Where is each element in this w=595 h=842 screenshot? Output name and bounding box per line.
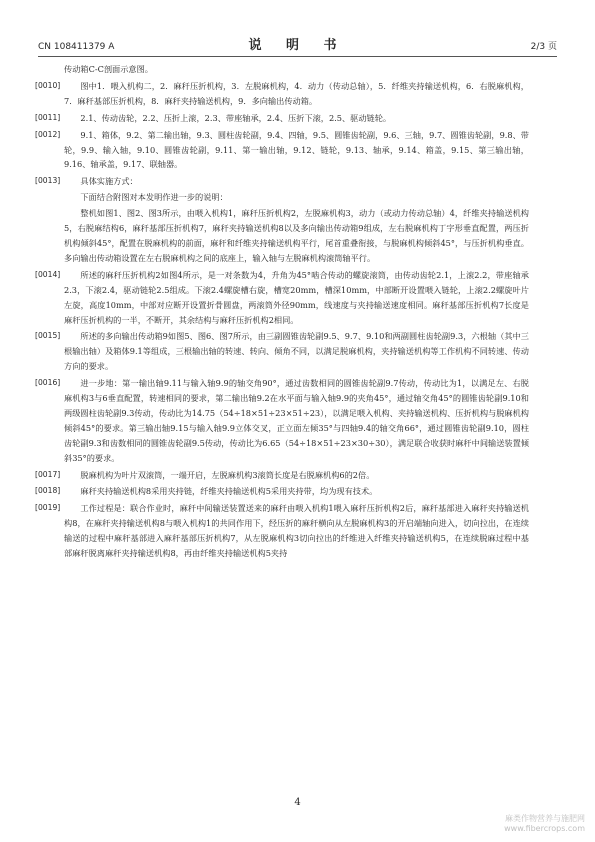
watermark-url: www.fibercrops.com: [504, 824, 585, 833]
paragraph-number: [0010]: [35, 80, 61, 90]
paragraph-number: [0013]: [35, 176, 61, 186]
paragraph-number: [0019]: [35, 503, 61, 513]
paragraph: [64, 62, 529, 77]
paragraph-text: 具体实施方式：: [80, 176, 138, 187]
watermark: [504, 814, 585, 834]
paragraph: [35, 484, 529, 499]
paragraph: [35, 329, 529, 374]
paragraph: [35, 128, 529, 173]
publication-number: CN 108411379 A: [38, 42, 115, 52]
paragraph-text: 进一步地：第一输出轴9.11与输入轴9.9的轴交角90°，通过齿数相同的圆锥齿轮副9.7传动，传动比为1，以满足左、右脱麻机构3与6垂直配置，转速相同的要求，第二输出轴9.2在水平面与输入轴9.9的夹角45°，通过轴交角45°的圆锥齿轮副9.10和两级圆柱齿轮副9.3传动，传动比为14.75（54÷18×51÷23×51÷23），以满足喂入机构、夹持输送机构、压折机构与脱麻机构倾斜45°的要求。第三输出轴9.15与输入轴9.9立体交叉，正立面左倾35°与四轴9.4的轴交角66°，通过圆锥齿轮副9.10，圆柱齿轮副9.3和齿数相同的圆锥齿轮副9.5传动，传动比为6.65（54÷18×51÷23×30÷30），满足联合收获时麻秆中间输送装置倾斜35°的要求。: [64, 378, 529, 463]
paragraph: [64, 206, 529, 266]
paragraph-text: 图中1．喂入机构二，2．麻秆压折机构，3．左脱麻机构，4．动力（传动总轴），5．纤维夹持输送机构，6．右脱麻机构，7．麻秆基部压折机构，8．麻秆夹持输送机构，9．多向输出传动箱。: [64, 80, 529, 106]
paragraph-text: 脱麻机构为叶片双滚筒，一端开启，左脱麻机构3滚筒长度是右脱麻机构6的2倍。: [80, 469, 375, 480]
paragraph-number: [0016]: [35, 378, 61, 388]
page-indicator: 2/3 页: [530, 42, 557, 52]
paragraph-text: 所述的多向输出传动箱9如图5、图6、图7所示，由三副圆锥齿轮副9.5、9.7、9.10和两副圆柱齿轮副9.3，六根轴（其中三根输出轴）及箱体9.1等组成，三根输出轴的转速、转向、倾角不同，以满足脱麻机构，夹持输送机构等工作机构不同转速、传动方向的要求。: [64, 331, 529, 372]
paragraph-text: 所述的麻秆压折机构2如图4所示，是一对条数为4，升角为45°啮合传动的螺旋滚筒，由传动齿轮2.1，上滚2.2，带座轴承2.3，下滚2.4，驱动链轮2.5组成。下滚2.4螺旋槽右旋，槽宽20mm，槽深10mm，中部断开设置喂入链轮，上滚2.2螺旋叶片左旋，高度10mm，中部对应断开设置折骨圆盘，两滚筒外径90mm，线速度与夹持输送速度相同。麻秆基部压折机构7长度是麻秆压折机构的一半，不断开，其余结构与麻秆压折机构2相同。: [64, 269, 529, 325]
watermark-site-name: 麻类作物营养与施肥网: [505, 814, 585, 823]
paragraph-number: [0017]: [35, 469, 61, 479]
paragraph-number: [0018]: [35, 486, 61, 496]
paragraph: [35, 79, 529, 109]
paragraph: [35, 268, 529, 328]
paragraph-number: [0011]: [35, 112, 61, 122]
document-title: 说 明 书: [248, 38, 347, 53]
paragraph: [35, 501, 529, 561]
paragraph-number: [0014]: [35, 269, 61, 279]
paragraph-text: 工作过程是：联合作业时，麻秆中间输送装置送来的麻秆由喂入机构1喂入麻秆压折机构2后，麻秆基部进入麻秆夹持输送机构8，在麻秆夹持输送机构8与喂入机构1的共同作用下，经压折的麻秆横向从左脱麻机构3的开启端轴向进入，切向拉出，在连续输送的过程中麻秆基部进入麻秆基部压折机构7，从左脱麻机构3切向拉出的纤维进入纤维夹持输送机构5，在连续脱麻过程中基部麻秆脱离麻秆夹持输送机构8，再由纤维夹持输送机构5夹持: [64, 503, 529, 559]
page-number: 4: [294, 797, 301, 808]
paragraph: [35, 174, 529, 189]
paragraph: [35, 376, 529, 465]
paragraph: [64, 190, 529, 205]
paragraph-text: 整机如图1、图2、图3所示，由喂入机构1，麻秆压折机构2，左脱麻机构3，动力（或动力传动总轴）4，纤维夹持输送机构5，右脱麻结构6，麻秆基部压折机构7，麻秆夹持输送机构8以及多向输出传动箱9组成，左右脱麻机构丁字形垂直配置，两压折机构倾斜45°，配置在脱麻机构的前面，麻秆和纤维夹持输送机构平行，尾首重叠衔接，与脱麻机构倾斜45°，与压折机构垂直。多向输出传动箱设置在左右脱麻机构之间的底座上，输入轴与左脱麻机构滚筒轴平行。: [64, 208, 529, 263]
paragraph-text: 2.1、传动齿轮，2.2、压折上滚，2.3、带座轴承，2.4、压折下滚，2.5、驱动链轮。: [80, 112, 392, 123]
paragraph-text: 9.1、箱体，9.2、第二输出轴，9.3、圆柱齿轮副，9.4、四轴，9.5、圆锥齿轮副，9.6、三轴，9.7、圆锥齿轮副，9.8、带轮，9.9、输入轴，9.10、圆锥齿轮副，9.11、第一输出轴，9.12、链轮，9.13、轴承，9.14、箱盖，9.15、第三输出轴，9.16、轴承盖，9.17、联轴器。: [64, 129, 529, 170]
paragraph-text: 麻秆夹持输送机构8采用夹持链，纤维夹持输送机构5采用夹持带，均为现有技术。: [80, 486, 378, 497]
paragraph-text: 传动箱C-C剖面示意图。: [64, 64, 153, 74]
paragraph-number: [0012]: [35, 129, 61, 139]
page-header: [38, 34, 557, 57]
paragraph-number: [0015]: [35, 331, 61, 341]
paragraph: [35, 111, 529, 126]
paragraph: [35, 468, 529, 483]
paragraph-text: 下面结合附图对本发明作进一步的说明：: [80, 192, 228, 203]
document-body: [35, 63, 529, 563]
